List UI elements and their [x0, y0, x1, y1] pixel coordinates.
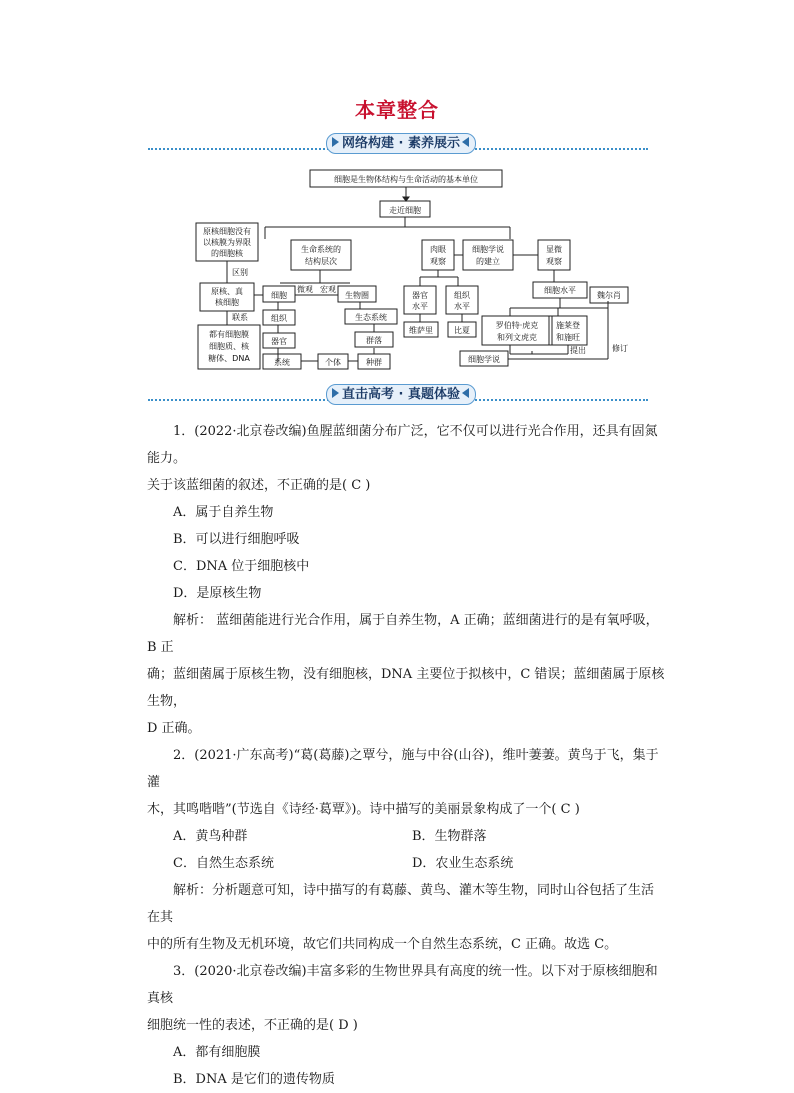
diagram-levels-1: 生命系统的 [301, 245, 341, 254]
diagram-biosphere: 生物圈 [345, 291, 369, 300]
triangle-left-icon [462, 137, 469, 147]
question-2-stem-line2: 木，其鸣喈喈”(节选自《诗经·葛覃》)。诗中描写的美丽景象构成了一个( C ) [147, 802, 580, 817]
diagram-vesalius: 维萨里 [409, 326, 433, 335]
triangle-right-icon [332, 388, 339, 398]
concept-map-diagram [190, 165, 650, 375]
triangle-left-icon [462, 388, 469, 398]
diagram-system: 系统 [274, 358, 290, 367]
analysis-label: 解析： [173, 613, 213, 628]
diagram-schleiden-2: 和施旺 [556, 333, 580, 342]
analysis-label: 解析： [173, 883, 213, 898]
diagram-macro: 宏观 [320, 285, 336, 294]
question-3-stem-line2: 细胞统一性的表述，不正确的是( D ) [147, 1018, 358, 1033]
diagram-organ-level-2: 水平 [412, 302, 428, 311]
diagram-prok-line3: 的细胞核 [211, 249, 243, 258]
question-2-option-b: B．生物群落 [412, 829, 487, 844]
diagram-individual: 个体 [325, 358, 341, 367]
diagram-hooke-1: 罗伯特·虎克 [495, 321, 539, 330]
question-3-option-b: B．DNA 是它们的遗传物质 [173, 1072, 335, 1087]
diagram-tissue: 组织 [271, 314, 287, 323]
diagram-hooke-2: 和列文虎克 [497, 333, 537, 342]
question-1-analysis-line3: D 正确。 [147, 721, 201, 736]
diagram-population: 种群 [366, 358, 382, 367]
diagram-tissue-level-1: 组织 [454, 291, 470, 300]
diagram-microscope-1: 显微 [546, 245, 562, 254]
question-1-analysis-line1: 解析： 蓝细菌能进行光合作用，属于自养生物，A 正确；蓝细菌进行的是有氧呼吸，B 正 [147, 613, 659, 655]
diagram-walk-into-cell: 走近细胞 [389, 206, 421, 215]
diagram-top-label: 细胞是生物体结构与生命活动的基本单位 [334, 175, 478, 184]
triangle-right-icon [332, 137, 339, 147]
question-3-option-a: A．都有细胞膜 [173, 1045, 261, 1060]
diagram-microscope-2: 观察 [546, 257, 562, 266]
diagram-bichat: 比夏 [454, 326, 470, 335]
question-1-stem-line1: 1．(2022·北京卷改编)鱼腥蓝细菌分布广泛，它不仅可以进行光合作用，还具有固氮能力。 [147, 424, 658, 466]
section-banner-exam [148, 382, 648, 406]
question-1-option-d: D．是原核生物 [173, 586, 262, 601]
banner-pill [326, 133, 476, 154]
diagram-organ: 器官 [271, 337, 287, 346]
question-3-stem-line1: 3．(2020·北京卷改编)丰富多彩的生物世界具有高度的统一性。以下对于原核细胞和真核 [147, 964, 658, 1006]
banner-label: 网络构建 · 素养展示 [342, 136, 460, 151]
page-title: 本章整合 [355, 98, 439, 122]
diagram-prok-line1: 原核细胞没有 [203, 227, 251, 236]
question-2-analysis-line2: 中的所有生物及无机环境，故它们共同构成一个自然生态系统，C 正确。故选 C。 [147, 937, 618, 952]
diagram-prok-euk-1: 原核、真 [211, 287, 243, 296]
diagram-organ-level-1: 器官 [412, 291, 428, 300]
diagram-cell-level: 细胞水平 [544, 286, 576, 295]
question-1-stem-line2: 关于该蓝细菌的叙述，不正确的是( C ) [147, 478, 371, 493]
question-1-analysis-line2: 确；蓝细菌属于原核生物，没有细胞核，DNA 主要位于拟核中，C 错误；蓝细菌属于原核生物， [147, 667, 665, 709]
diagram-cell: 细胞 [271, 291, 287, 300]
diagram-theory-est-2: 的建立 [476, 257, 500, 266]
diagram-virchow: 魏尔肖 [597, 291, 621, 300]
question-2-option-d: D．农业生态系统 [412, 856, 514, 871]
diagram-prok-euk-2: 核细胞 [215, 298, 239, 307]
diagram-micro: 微观 [297, 285, 313, 294]
question-2-analysis-line1: 解析：分析题意可知，诗中描写的有葛藤、黄鸟、灌木等生物，同时山谷包括了生活在其 [147, 883, 655, 925]
question-2-option-a: A．黄鸟种群 [173, 829, 248, 844]
diagram-cell-theory: 细胞学说 [468, 355, 500, 364]
diagram-propose: 提出 [570, 346, 586, 355]
diagram-common-1: 都有细胞膜 [209, 330, 249, 339]
diagram-ecosystem: 生态系统 [355, 313, 387, 322]
question-list [147, 418, 667, 1093]
question-2-options-row2 [147, 850, 667, 877]
question-2-option-c: C．自然生态系统 [173, 856, 274, 871]
question-1-option-c: C．DNA 位于细胞核中 [173, 559, 310, 574]
diagram-prok-line2: 以核膜为界限 [203, 238, 251, 247]
diagram-naked-eye-1: 肉眼 [430, 245, 446, 254]
diagram-common-3: 糖体、DNA [208, 354, 250, 363]
question-2-stem-line1: 2．(2021·广东高考)“葛(葛藤)之覃兮，施与中谷(山谷)，维叶萋萋。黄鸟于飞，集于灌 [147, 748, 659, 790]
banner-label: 直击高考 · 真题体验 [342, 387, 460, 402]
diagram-revise: 修订 [612, 344, 628, 353]
diagram-naked-eye-2: 观察 [430, 257, 446, 266]
question-2-options-row1 [147, 823, 667, 850]
section-banner-network [148, 131, 648, 155]
banner-pill [326, 384, 476, 405]
question-1-option-b: B．可以进行细胞呼吸 [173, 532, 300, 547]
diagram-levels-2: 结构层次 [305, 257, 337, 266]
diagram-community: 群落 [366, 336, 382, 345]
diagram-distinction: 区别 [232, 268, 248, 277]
diagram-schleiden-1: 施莱登 [556, 321, 580, 330]
question-1-option-a: A．属于自养生物 [173, 505, 274, 520]
diagram-theory-est-1: 细胞学说 [472, 245, 504, 254]
diagram-connection: 联系 [232, 313, 248, 322]
diagram-common-2: 细胞质、核 [209, 342, 249, 351]
diagram-tissue-level-2: 水平 [454, 302, 470, 311]
